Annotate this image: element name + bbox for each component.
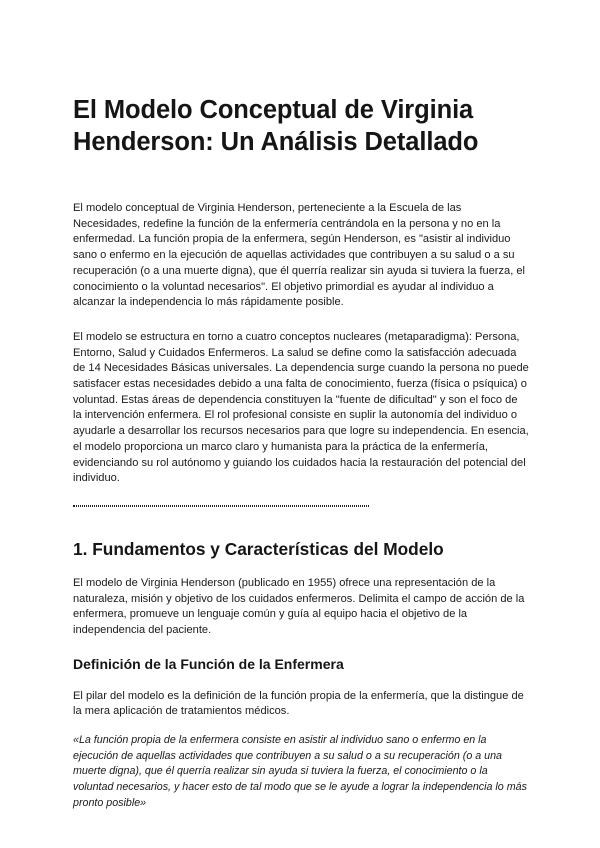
horizontal-divider	[73, 505, 369, 507]
section-heading: 1. Fundamentos y Características del Modelo	[73, 538, 444, 559]
document-title: El Modelo Conceptual de Virginia Henderson: Un Análisis Detallado	[73, 96, 479, 156]
subsection-heading: Definición de la Función de la Enfermera	[73, 655, 344, 672]
section-paragraph: El modelo de Virginia Henderson (publicado en 1955) ofrece una representación de la naturaleza, misión y objetivo de los cuidados enfermeros. Delimita el campo de acción de la enfermera, promueve un lenguaje común y guía al equipo hacia el objetivo de la independencia del paciente.	[73, 576, 525, 637]
intro-paragraph-1: El modelo conceptual de Virginia Henderson, perteneciente a la Escuela de las Necesidades, redefine la función de la enfermería centrándola en la persona y no en la enfermedad. La función propia de la enfermera, según Henderson, es "asistir al individuo sano o enfermo en la ejecución de aquellas actividades que contribuyen a su salud o a su recuperación (o a una muerte digna), que él querría realizar sin ayuda si tuviera la fuerza, el conocimiento o la voluntad necesarios". El objetivo primordial es ayudar al individuo a alcanzar la independencia lo más rápidamente posible.	[73, 202, 526, 309]
definition-quote: «La función propia de la enfermera consiste en asistir al individuo sano o enfermo en la ejecución de aquellas actividades que contribuyen a su salud o a su recuperación (o a una muerte digna), que él querría realizar sin ayuda si tuviera la fuerza, el conocimiento o la voluntad necesarios, y hacer esto de tal modo que se le ayude a lograr la independencia lo más pronto posible»	[73, 734, 527, 809]
intro-paragraph-2: El modelo se estructura en torno a cuatro conceptos nucleares (metaparadigma): Persona, Entorno, Salud y Cuidados Enfermeros. La salud se define como la satisfacción adecuada de 14 Necesidades Básicas universales. La dependencia surge cuando la persona no puede satisfacer estas necesidades debido a una falta de conocimiento, fuerza (física o psíquica) o voluntad. Estas áreas de dependencia constituyen la "fuente de dificultad" y son el foco de la intervención enfermera. El rol profesional consiste en suplir la autonomía del individuo o ayudarle a desarrollar los recursos necesarios para que logre su independencia. En esencia, el modelo proporciona un marco claro y humanista para la práctica de la enfermería, evidenciando su rol autónomo y guiando los cuidados hacia la restauración del potencial del individuo.	[73, 330, 529, 485]
document-content	[73, 94, 529, 811]
subsection-paragraph: El pilar del modelo es la definición de la función propia de la enfermería, que la distingue de la mera aplicación de tratamientos médicos.	[73, 689, 524, 718]
